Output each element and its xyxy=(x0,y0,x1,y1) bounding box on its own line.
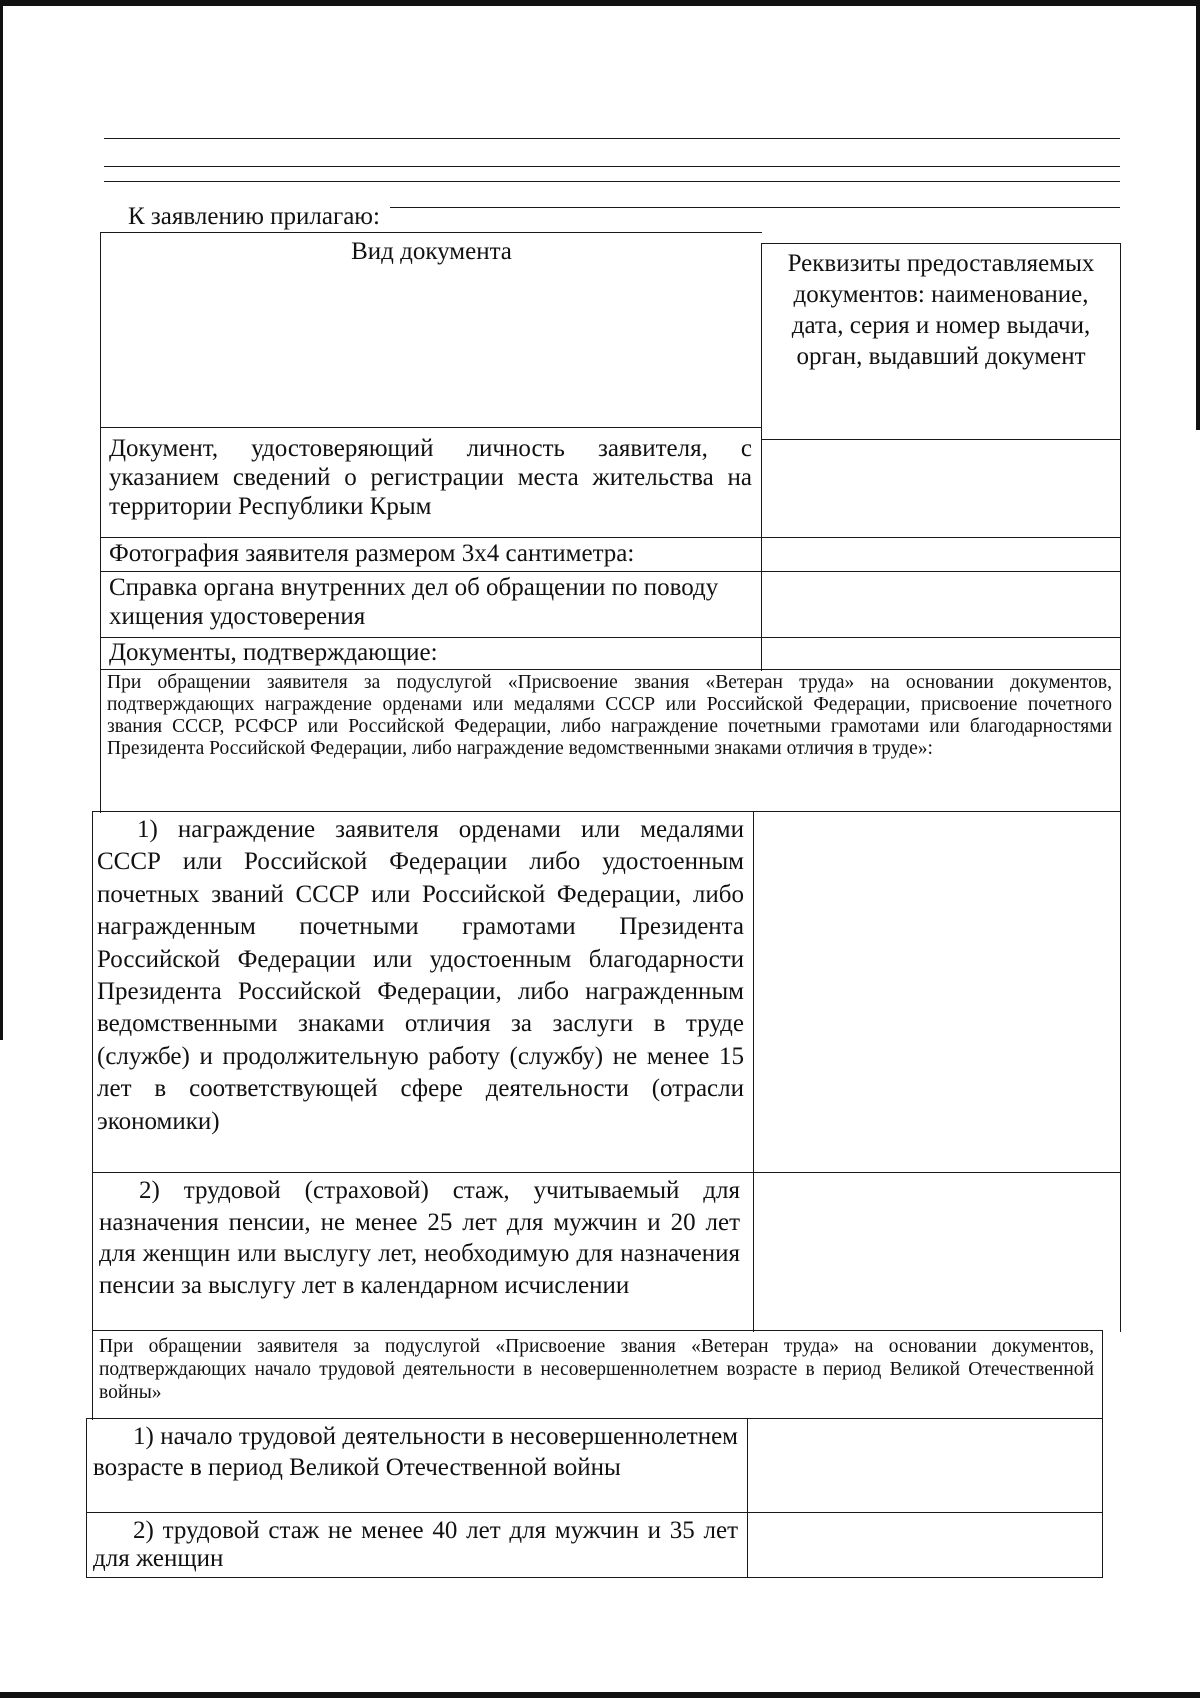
row-police-text: Справка органа внутренних дел об обращении по поводу хищения удостоверения xyxy=(109,574,719,630)
row-police-details[interactable] xyxy=(761,571,1121,639)
section1-item2-details[interactable] xyxy=(753,1172,1121,1332)
section1-item1-details[interactable] xyxy=(753,811,1121,1174)
header-details-text: Реквизиты предоставляемых документов: наименование, дата, серия и номер выдачи, орган, выдавший документ xyxy=(787,250,1095,370)
blank-line-2 xyxy=(104,166,1120,167)
section1-item1 xyxy=(92,811,754,1174)
section2-item1-text: 1) начало трудовой деятельности в несовершеннолетнем возрасте в период Великой Отечественной войны xyxy=(93,1423,738,1481)
row-confirming-text: Документы, подтверждающие: xyxy=(109,639,438,666)
attachments-intro: К заявлению прилагаю: xyxy=(128,203,380,230)
section2-item1-details[interactable] xyxy=(747,1418,1103,1514)
header-doc-type xyxy=(100,232,762,428)
scan-edge-left xyxy=(0,0,3,1040)
section1-item1-text: 1) награждение заявителя орденами или медалями СССР или Российской Федерации либо удостоенным почетных званий СССР или Российской Федерации, либо награжденным почетными грамотами Президента Российской Федерации или удостоенным благодарности Президента Российской Федерации, либо награжденным ведомственными знаками отличия за заслуги в труде (службе) и продолжительную работу (службу) не менее 15 лет в соответствующей сфере деятельности (отрасли экономики) xyxy=(97,816,744,1135)
section1-note xyxy=(100,669,1121,813)
row-identity-text: Документ, удостоверяющий личность заявителя, с указанием сведений о регистрации места жительства на территории Республики Крым xyxy=(109,435,752,520)
header-doc-type-text: Вид документа xyxy=(351,238,512,265)
blank-line-4 xyxy=(390,207,1120,208)
section2-item1 xyxy=(86,1418,748,1514)
section2-item2 xyxy=(86,1512,748,1578)
row-identity-details[interactable] xyxy=(761,439,1121,539)
blank-line-3 xyxy=(104,181,1120,182)
scan-edge-bottom xyxy=(0,1692,1200,1698)
row-identity xyxy=(100,427,762,539)
scan-edge-right xyxy=(1196,0,1200,430)
row-confirming-details[interactable] xyxy=(761,637,1121,671)
row-photo-text: Фотография заявителя размером 3х4 сантиметра: xyxy=(109,540,635,567)
section1-note-text: При обращении заявителя за подуслугой «Присвоение звания «Ветеран труда» на основании документов, подтверждающих награждение орденами или медалями СССР или Российской Федерации, присвоение почетного звания СССР, РСФСР или Российской Федерации, либо награждение почетными грамотами или благодарностями Президента Российской Федерации, либо награждение ведомственными знаками отличия в труде»: xyxy=(107,672,1112,759)
section2-item2-text: 2) трудовой стаж не менее 40 лет для мужчин и 35 лет для женщин xyxy=(93,1517,738,1572)
scan-edge-top xyxy=(0,0,1200,6)
section1-item2 xyxy=(92,1172,754,1332)
section2-note-text: При обращении заявителя за подуслугой «Присвоение звания «Ветеран труда» на основании документов, подтверждающих начало трудовой деятельности в несовершеннолетнем возрасте в период Великой Отечественной войны» xyxy=(99,1336,1094,1403)
header-details xyxy=(761,243,1121,439)
row-photo-details[interactable] xyxy=(761,537,1121,573)
section1-item2-text: 2) трудовой (страховой) стаж, учитываемый для назначения пенсии, не менее 25 лет для мужчин и 20 лет для женщин или выслугу лет, необходимую для назначения пенсии за выслугу лет в календарном исчислении xyxy=(99,1177,740,1299)
section2-note xyxy=(92,1330,1103,1420)
row-photo xyxy=(100,537,762,573)
row-police xyxy=(100,571,762,639)
row-confirming xyxy=(100,637,762,671)
blank-line-1 xyxy=(104,138,1120,139)
section2-item2-details[interactable] xyxy=(747,1512,1103,1578)
